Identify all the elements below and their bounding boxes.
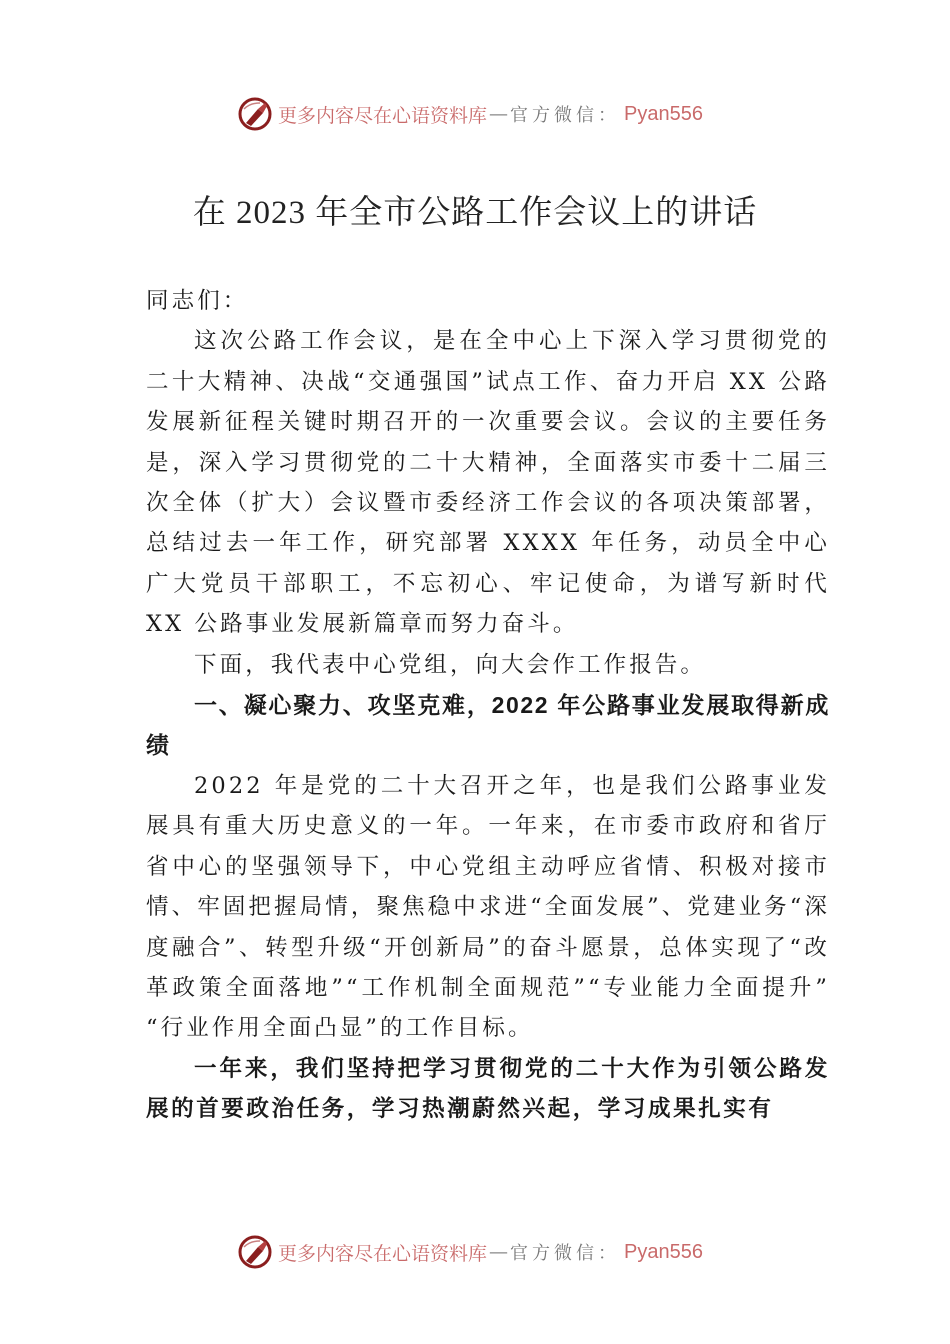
watermark-promo-text: 更多内容尽在心语资料库 <box>278 104 488 127</box>
watermark-wechat-label: 官方微信： <box>510 1243 621 1264</box>
watermark-wechat-id: Pyan556 <box>624 1240 703 1263</box>
document-body <box>146 281 830 1130</box>
pen-logo-icon <box>238 1235 272 1269</box>
salutation: 同志们： <box>146 288 249 314</box>
document-title: 在 2023 年全市公路工作会议上的讲话 <box>192 195 758 231</box>
pen-logo-icon <box>238 97 272 131</box>
watermark-dash: — <box>489 103 509 125</box>
bold-paragraph: 一年来，我们坚持把学习贯彻党的二十大作为引领公路发展的首要政治任务，学习热潮蔚然兴起，学习成果扎实有 <box>146 1055 830 1123</box>
report-intro-paragraph: 下面，我代表中心党组，向大会作工作报告。 <box>194 651 707 678</box>
watermark-banner-bottom <box>238 1232 703 1272</box>
section-paragraph: 2022 年是党的二十大召开之年，也是我们公路事业发展具有重大历史意义的一年。一年来，在市委市政府和省厅省中心的坚强领导下，中心党组主动呼应省情、积极对接市情、牢固把握局情，聚焦稳中求进“全面发展”、党建业务“深度融合”、转型升级“开创新局”的奋斗愿景，总体实现了“改革政策全面落地”“工作机制全面规范”“专业能力全面提升” “行业作用全面凸显”的工作目标。 <box>146 772 830 1042</box>
watermark-promo-text: 更多内容尽在心语资料库 <box>278 1242 488 1265</box>
section-heading: 一、凝心聚力、攻坚克难，2022 年公路事业发展取得新成绩 <box>146 692 830 759</box>
watermark-banner-top <box>238 94 703 134</box>
intro-paragraph: 这次公路工作会议，是在全中心上下深入学习贯彻党的二十大精神、决战“交通强国”试点工作、奋力开启 XX 公路发展新征程关键时期召开的一次重要会议。会议的主要任务是，深入学习贯彻党的二十大精神，全面落实市委十二届三次全体（扩大）会议暨市委经济工作会议的各项决策部署， 总结过去一年工作，研究部署 XXXX 年任务，动员全中心广大党员干部职工，不忘初心、牢记使命，为谱写新时代 XX 公路事业发展新篇章而努力奋斗。 <box>146 328 830 638</box>
watermark-wechat-id: Pyan556 <box>624 102 703 125</box>
watermark-dash: — <box>489 1241 509 1263</box>
watermark-wechat-label: 官方微信： <box>510 105 621 126</box>
